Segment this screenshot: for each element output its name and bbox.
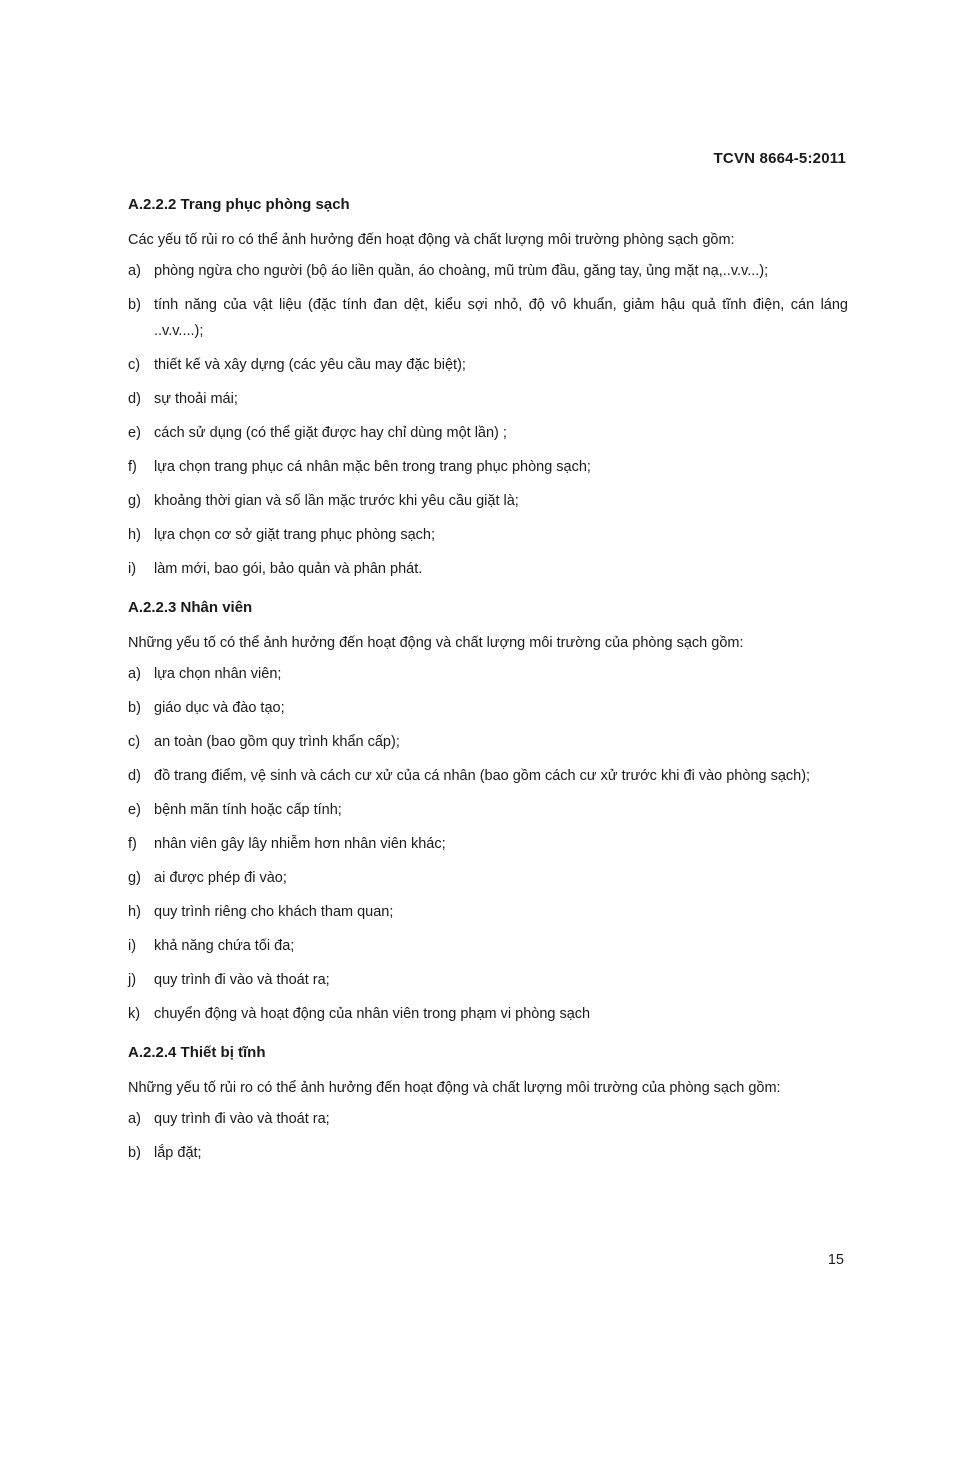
list-item-marker: d) xyxy=(128,391,141,407)
list-item-text: phòng ngừa cho người (bộ áo liền quần, áo choàng, mũ trùm đầu, găng tay, ủng mặt nạ,..v.v...); xyxy=(154,263,769,279)
list-item-text: quy trình đi vào và thoát ra; xyxy=(154,972,330,988)
section-clothing xyxy=(128,195,848,582)
section-title: A.2.2.3 Nhân viên xyxy=(128,599,253,616)
list-item-text: nhân viên gây lây nhiễm hơn nhân viên khác; xyxy=(154,836,446,852)
section-title: A.2.2.2 Trang phục phòng sạch xyxy=(128,196,350,213)
section-personnel xyxy=(128,598,848,1027)
list-item xyxy=(128,1001,848,1027)
section-list xyxy=(128,1106,848,1166)
section-intro: Những yếu tố rủi ro có thể ảnh hưởng đến hoạt động và chất lượng môi trường của phòng sạch gồm: xyxy=(128,1080,781,1096)
list-item xyxy=(128,831,848,857)
list-item xyxy=(128,967,848,993)
list-item-marker: c) xyxy=(128,734,141,750)
list-item-text: an toàn (bao gồm quy trình khẩn cấp); xyxy=(154,734,400,750)
list-item-marker: e) xyxy=(128,425,141,441)
list-item-marker: d) xyxy=(128,768,141,784)
list-item xyxy=(128,695,848,721)
document-code: TCVN 8664-5:2011 xyxy=(713,150,846,167)
list-item-text: khả năng chứa tối đa; xyxy=(154,938,295,954)
list-item xyxy=(128,1140,848,1166)
list-item-marker: g) xyxy=(128,870,141,886)
list-item xyxy=(128,292,848,344)
list-item-text: lựa chọn nhân viên; xyxy=(154,666,282,682)
section-intro: Những yếu tố có thể ảnh hưởng đến hoạt động và chất lượng môi trường của phòng sạch gồm: xyxy=(128,635,744,651)
list-item xyxy=(128,420,848,446)
list-item xyxy=(128,797,848,823)
list-item-text: lắp đặt; xyxy=(154,1145,202,1161)
list-item-text: đồ trang điểm, vệ sinh và cách cư xử của cá nhân (bao gồm cách cư xử trước khi đi vào phòng sạch); xyxy=(154,768,811,784)
list-item-marker: h) xyxy=(128,527,141,543)
list-item-text: tính năng của vật liệu (đặc tính đan dệt, kiểu sợi nhỏ, độ vô khuẩn, giảm hậu quả tĩnh điện, cán láng ..v.v....); xyxy=(154,297,848,339)
list-item-marker: i) xyxy=(128,561,137,577)
list-item-text: quy trình riêng cho khách tham quan; xyxy=(154,904,394,920)
list-item xyxy=(128,729,848,755)
section-list xyxy=(128,661,848,1027)
list-item-text: lựa chọn cơ sở giặt trang phục phòng sạch; xyxy=(154,527,436,543)
list-item xyxy=(128,1106,848,1132)
list-item xyxy=(128,556,848,582)
page-number: 15 xyxy=(827,1252,844,1268)
list-item-text: quy trình đi vào và thoát ra; xyxy=(154,1111,330,1127)
section-static-equipment xyxy=(128,1043,848,1166)
list-item-marker: a) xyxy=(128,263,141,279)
list-item-text: sự thoải mái; xyxy=(154,391,238,407)
list-item xyxy=(128,899,848,925)
list-item-text: thiết kế và xây dựng (các yêu cầu may đặc biệt); xyxy=(154,357,466,373)
list-item-text: lựa chọn trang phục cá nhân mặc bên trong trang phục phòng sạch; xyxy=(154,459,591,475)
list-item-marker: e) xyxy=(128,802,141,818)
list-item-text: làm mới, bao gói, bảo quản và phân phát. xyxy=(154,561,423,577)
list-item-marker: f) xyxy=(128,459,137,475)
list-item-marker: b) xyxy=(128,1145,141,1161)
list-item-marker: a) xyxy=(128,666,141,682)
list-item-text: khoảng thời gian và số lần mặc trước khi yêu cầu giặt là; xyxy=(154,493,519,509)
list-item-marker: c) xyxy=(128,357,141,373)
list-item-text: cách sử dụng (có thể giặt được hay chỉ dùng một lần) ; xyxy=(154,425,507,441)
list-item-marker: f) xyxy=(128,836,137,852)
list-item-marker: b) xyxy=(128,700,141,716)
list-item xyxy=(128,454,848,480)
document-body xyxy=(128,195,848,1166)
list-item xyxy=(128,865,848,891)
list-item xyxy=(128,522,848,548)
list-item xyxy=(128,933,848,959)
list-item-marker: k) xyxy=(128,1006,141,1022)
list-item-marker: a) xyxy=(128,1111,141,1127)
section-intro: Các yếu tố rủi ro có thể ảnh hưởng đến hoạt động và chất lượng môi trường phòng sạch gồm: xyxy=(128,232,735,248)
section-title: A.2.2.4 Thiết bị tĩnh xyxy=(128,1044,266,1061)
list-item xyxy=(128,661,848,687)
list-item-marker: i) xyxy=(128,938,137,954)
list-item-text: giáo dục và đào tạo; xyxy=(154,700,285,716)
list-item-marker: g) xyxy=(128,493,141,509)
list-item xyxy=(128,488,848,514)
list-item xyxy=(128,258,848,284)
list-item xyxy=(128,352,848,378)
list-item-text: ai được phép đi vào; xyxy=(154,870,287,886)
list-item-text: bệnh mãn tính hoặc cấp tính; xyxy=(154,802,342,818)
list-item-marker: h) xyxy=(128,904,141,920)
list-item-marker: j) xyxy=(128,972,137,988)
list-item xyxy=(128,763,848,789)
list-item-text: chuyển động và hoạt động của nhân viên trong phạm vi phòng sạch xyxy=(154,1006,591,1022)
list-item xyxy=(128,386,848,412)
list-item-marker: b) xyxy=(128,297,141,313)
section-list xyxy=(128,258,848,582)
